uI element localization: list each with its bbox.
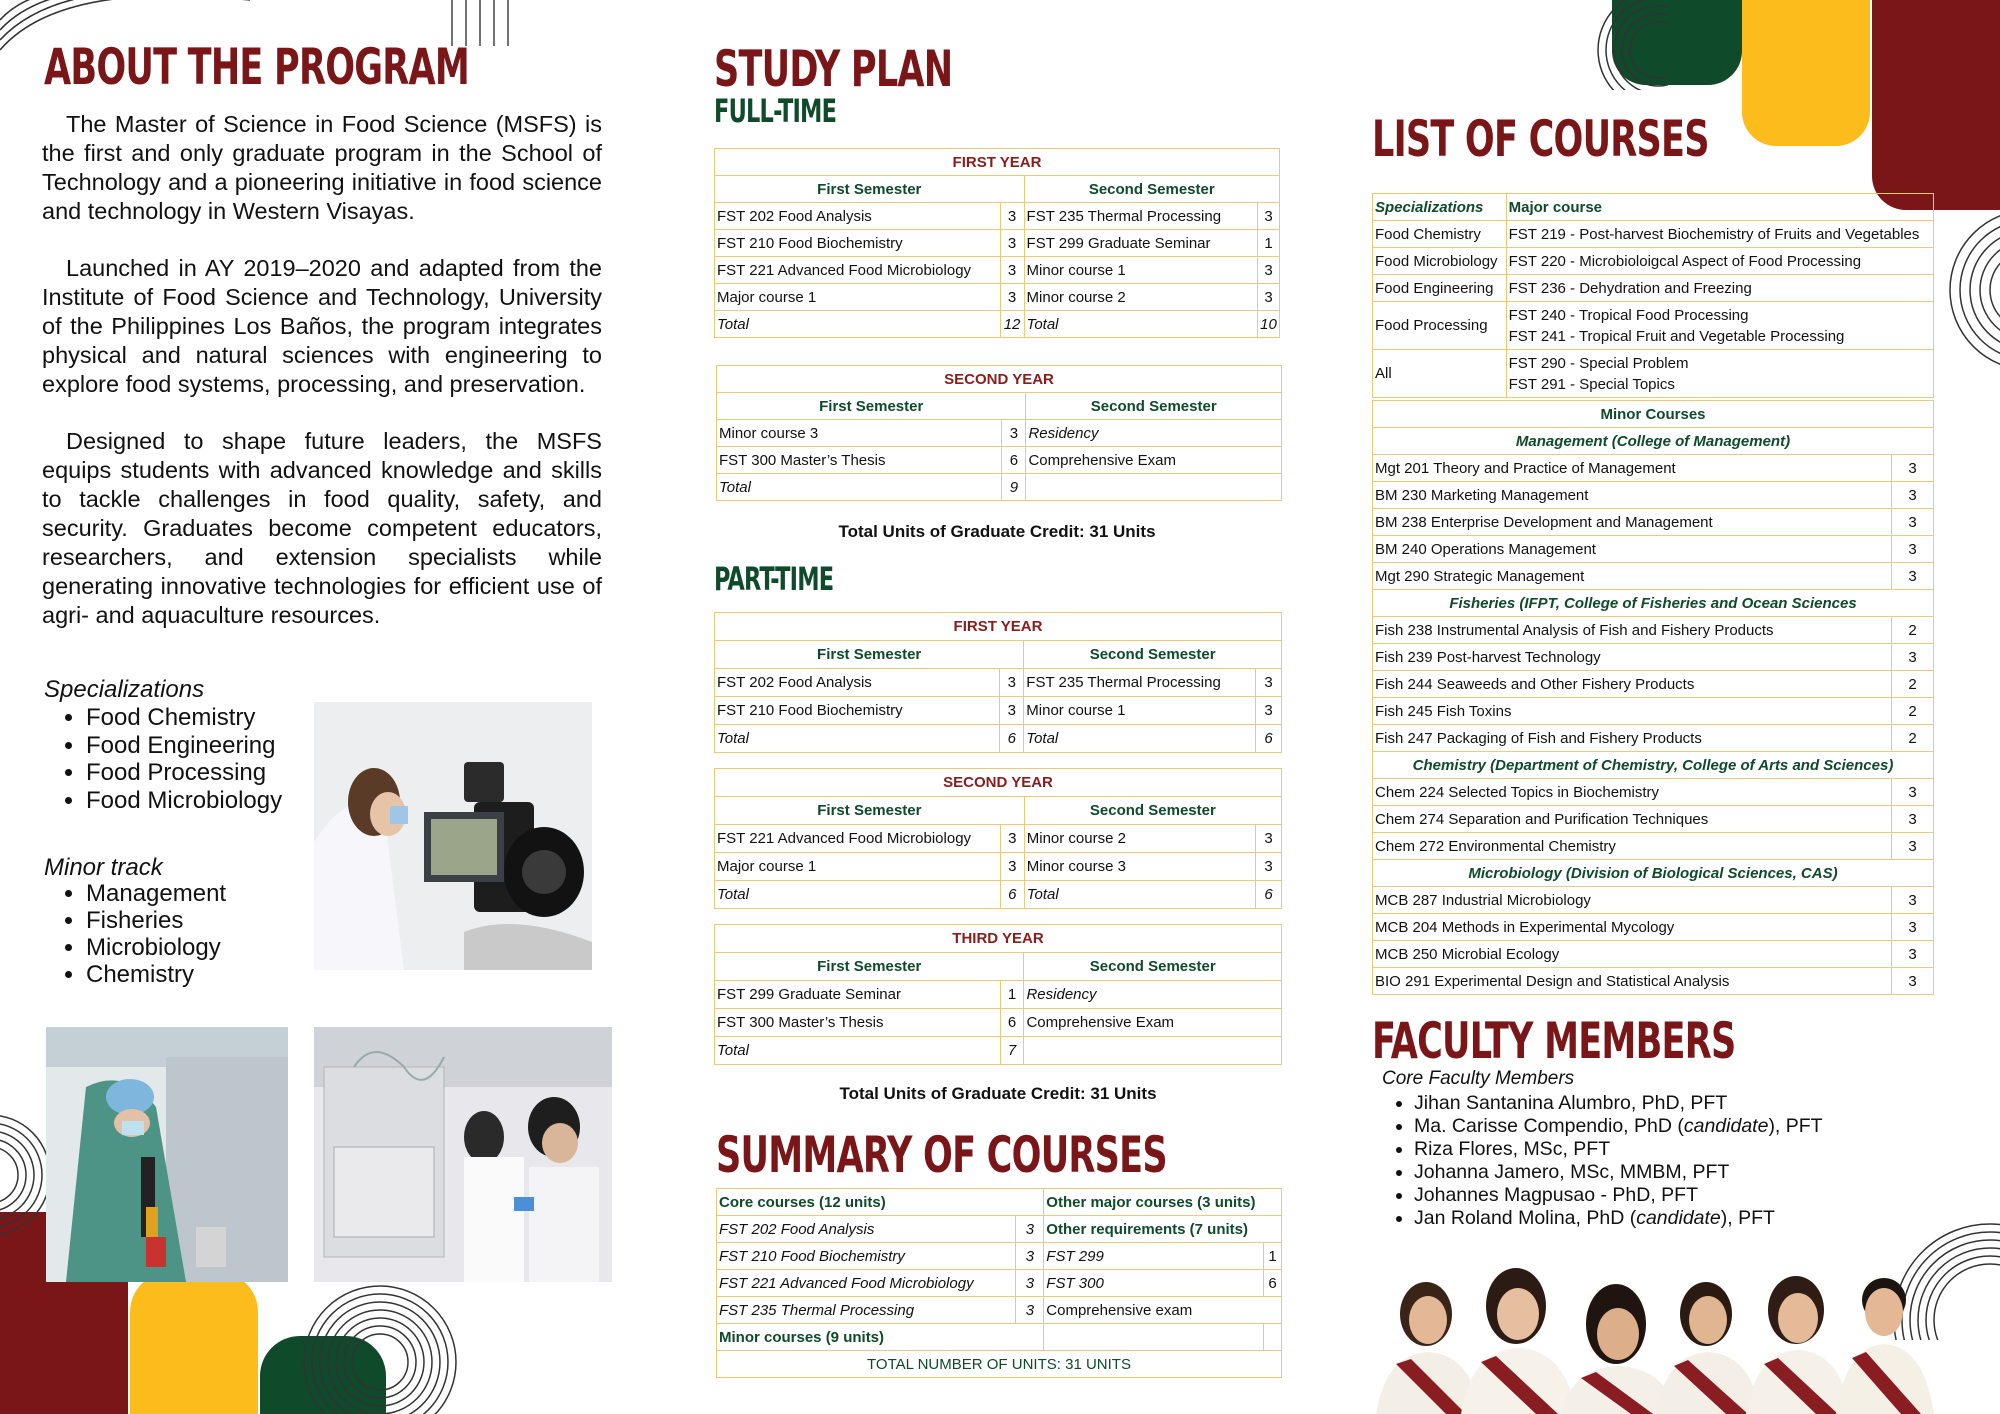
fulltime-first-year-table	[714, 148, 1280, 338]
table-cell: Fish 245 Fish Toxins	[1373, 698, 1892, 725]
decor-concentric-arcs-right	[1940, 200, 2000, 380]
table-cell: Minor course 3	[1024, 853, 1255, 881]
table-row	[715, 881, 1282, 909]
table-cell: MCB 250 Microbial Ecology	[1373, 941, 1892, 968]
table-cell: 3	[1000, 853, 1024, 881]
table-cell: Total	[717, 474, 1002, 501]
table-cell: Total	[715, 881, 1001, 909]
table-cell: Minor course 1	[1024, 257, 1257, 284]
minor-courses-table	[1372, 400, 1934, 995]
table-cell: Total	[1024, 881, 1255, 909]
table-cell: FST 221 Advanced Food Microbiology	[717, 1270, 1016, 1297]
faculty-name: Riza Flores, MSc, PFT	[1414, 1138, 1611, 1160]
table-cell: 1	[1264, 1243, 1282, 1270]
table-cell: 3	[1892, 941, 1934, 968]
table-cell: Total	[715, 725, 1000, 753]
about-paragraph-1: The Master of Science in Food Science (MSFS) is the first and only graduate program in the School of Technology and a pioneering initiative in food science and technology in Western Visayas.	[42, 111, 602, 224]
decor-maroon-block-top	[1872, 0, 2000, 210]
sem-header: Second Semester	[1024, 176, 1279, 203]
list-item: • Food Processing	[86, 759, 282, 787]
table-row	[715, 203, 1280, 230]
table-cell: 3	[1892, 779, 1934, 806]
table-row	[1373, 590, 1934, 617]
table-row	[1373, 563, 1934, 590]
table-cell: 1	[1257, 230, 1279, 257]
photo-biosafety-cabinet	[46, 1027, 288, 1282]
table-cell: FST 235 Thermal Processing	[717, 1297, 1016, 1324]
table-row	[1373, 302, 1934, 350]
table-cell: FST 300 Master’s Thesis	[717, 447, 1002, 474]
table-cell: MCB 287 Industrial Microbiology	[1373, 887, 1892, 914]
table-row	[1373, 968, 1934, 995]
table-cell: 2	[1892, 725, 1934, 752]
minor-group-title: Chemistry (Department of Chemistry, College of Arts and Sciences)	[1373, 752, 1934, 779]
list-item: • Food Engineering	[86, 732, 282, 760]
table-row	[1373, 221, 1934, 248]
table-cell: Minor course 2	[1024, 284, 1257, 311]
part-time-label: PART-TIME	[714, 560, 834, 598]
table-cell: 3	[1892, 563, 1934, 590]
specializations-list	[44, 704, 282, 814]
table-cell: 3	[1000, 257, 1024, 284]
course-line: FST 241 - Tropical Fruit and Vegetable Processing	[1508, 327, 1845, 345]
table-cell: FST 235 Thermal Processing	[1024, 669, 1256, 697]
faculty-label: Core Faculty Members	[1382, 1068, 1575, 1089]
table-row	[1373, 536, 1934, 563]
table-cell: Fish 247 Packaging of Fish and Fishery Products	[1373, 725, 1892, 752]
table-row	[717, 1216, 1282, 1243]
table-row	[715, 1037, 1282, 1065]
faculty-note: candidate	[1683, 1115, 1769, 1137]
table-cell: 2	[1892, 671, 1934, 698]
table-cell: 6	[1000, 725, 1024, 753]
table-row	[717, 1297, 1282, 1324]
photo-instrument-lab	[314, 1027, 612, 1282]
list-item: • Management	[86, 880, 226, 907]
minor-group-title: Management (College of Management)	[1373, 428, 1934, 455]
table-cell: 12	[1000, 311, 1024, 338]
table-row	[1373, 455, 1934, 482]
table-row	[1373, 401, 1934, 428]
table-cell: Chem 224 Selected Topics in Biochemistry	[1373, 779, 1892, 806]
specializations-label: Specializations	[44, 676, 205, 703]
sem-header: First Semester	[715, 641, 1024, 669]
table-row	[717, 1189, 1282, 1216]
table-cell: 3	[1000, 669, 1024, 697]
table-row	[715, 825, 1282, 853]
summary-minor-header: Minor courses (9 units)	[717, 1324, 1044, 1351]
table-cell: 3	[1892, 644, 1934, 671]
table-cell: Mgt 290 Strategic Management	[1373, 563, 1892, 590]
summary-core-header: Core courses (12 units)	[717, 1189, 1044, 1216]
list-item	[1414, 1138, 1823, 1161]
major-courses-table	[1372, 193, 1934, 398]
minor-group-title: Fisheries (IFPT, College of Fisheries and Ocean Sciences	[1373, 590, 1934, 617]
table-cell: Total	[715, 311, 1001, 338]
table-cell: 1	[1000, 981, 1024, 1009]
table-cell: 3	[1000, 230, 1024, 257]
table-row	[715, 981, 1282, 1009]
list-item: • Food Microbiology	[86, 787, 282, 815]
table-cell: 10	[1257, 311, 1279, 338]
study-plan-heading: STUDY PLAN	[714, 40, 953, 98]
table-cell: Food Chemistry	[1373, 221, 1507, 248]
table-cell: BM 240 Operations Management	[1373, 536, 1892, 563]
table-row	[715, 669, 1282, 697]
table-cell: FST 202 Food Analysis	[715, 669, 1000, 697]
table-cell: 2	[1892, 698, 1934, 725]
table-cell: Fish 239 Post-harvest Technology	[1373, 644, 1892, 671]
table-cell	[1026, 474, 1282, 501]
major-header: Major course	[1506, 194, 1933, 221]
table-cell: FST 299	[1044, 1243, 1264, 1270]
table-cell: Fish 244 Seaweeds and Other Fishery Products	[1373, 671, 1892, 698]
faculty-list	[1372, 1092, 1823, 1230]
table-cell: Comprehensive Exam	[1026, 447, 1282, 474]
year-title: SECOND YEAR	[717, 366, 1282, 393]
minor-track-list	[44, 880, 226, 988]
minor-group-title: Microbiology (Division of Biological Sciences, CAS)	[1373, 860, 1934, 887]
year-title: THIRD YEAR	[715, 925, 1282, 953]
table-row	[715, 725, 1282, 753]
table-cell: 6	[1000, 1009, 1024, 1037]
table-row	[1373, 350, 1934, 398]
table-row	[1373, 509, 1934, 536]
list-item	[1414, 1092, 1823, 1115]
faculty-name: Jan Roland Molina, PhD (	[1414, 1207, 1637, 1229]
table-row	[1373, 941, 1934, 968]
table-row	[1373, 725, 1934, 752]
table-cell: 3	[1016, 1297, 1044, 1324]
about-text	[42, 110, 602, 630]
table-cell: Minor course 2	[1024, 825, 1255, 853]
list-of-courses-heading: LIST OF COURSES	[1372, 110, 1709, 168]
parttime-first-year-table	[714, 612, 1282, 753]
about-heading: ABOUT THE PROGRAM	[44, 38, 470, 96]
table-cell: 3	[1892, 914, 1934, 941]
table-cell: 3	[1016, 1270, 1044, 1297]
table-cell: FST 299 Graduate Seminar	[715, 981, 1001, 1009]
table-row	[715, 284, 1280, 311]
table-row	[1373, 752, 1934, 779]
table-cell: 3	[1257, 203, 1279, 230]
table-cell: 3	[1256, 853, 1282, 881]
summary-other-req-header: Other requirements (7 units)	[1044, 1216, 1282, 1243]
table-cell: 3	[1257, 284, 1279, 311]
table-cell: 3	[1257, 257, 1279, 284]
table-row	[1373, 482, 1934, 509]
faculty-suffix: ), PFT	[1768, 1115, 1823, 1137]
table-row	[717, 420, 1282, 447]
list-item: • Microbiology	[86, 934, 226, 961]
table-cell	[1044, 1324, 1264, 1351]
summary-total: TOTAL NUMBER OF UNITS: 31 UNITS	[717, 1351, 1282, 1378]
table-cell: 2	[1892, 617, 1934, 644]
table-cell: Major course 1	[715, 853, 1001, 881]
minor-courses-header: Minor Courses	[1373, 401, 1934, 428]
sem-header: First Semester	[715, 953, 1024, 981]
parttime-second-year-table	[714, 768, 1282, 909]
table-cell: MCB 204 Methods in Experimental Mycology	[1373, 914, 1892, 941]
summary-heading: SUMMARY OF COURSES	[716, 1126, 1167, 1184]
full-time-label: FULL-TIME	[714, 92, 837, 130]
course-line: FST 290 - Special Problem	[1508, 354, 1689, 372]
sem-header: Second Semester	[1026, 393, 1282, 420]
table-cell: Fish 238 Instrumental Analysis of Fish and Fishery Products	[1373, 617, 1892, 644]
sem-header: Second Semester	[1024, 641, 1282, 669]
table-row	[717, 447, 1282, 474]
table-row	[715, 853, 1282, 881]
table-cell: 9	[1002, 474, 1026, 501]
sem-header: First Semester	[715, 797, 1025, 825]
table-cell: BM 238 Enterprise Development and Management	[1373, 509, 1892, 536]
fulltime-second-year-table	[716, 365, 1282, 501]
table-cell: Total	[715, 1037, 1001, 1065]
minor-track-label: Minor track	[44, 854, 163, 881]
list-item: • Chemistry	[86, 961, 226, 988]
faculty-name: Johannes Magpusao - PhD, PFT	[1414, 1184, 1698, 1206]
table-cell: 7	[1000, 1037, 1024, 1065]
table-cell: 3	[1892, 833, 1934, 860]
about-paragraph-2: Launched in AY 2019–2020 and adapted from the Institute of Food Science and Technology, University of the Philippines Los Baños, the program integrates physical and natural sciences with engineering to explore food systems, processing, and preservation.	[42, 255, 602, 397]
parttime-total-units: Total Units of Graduate Credit: 31 Units	[839, 1084, 1157, 1103]
list-item	[1414, 1184, 1823, 1207]
table-cell: Mgt 201 Theory and Practice of Management	[1373, 455, 1892, 482]
decor-gold-block-top	[1742, 0, 1870, 146]
table-cell: 3	[1000, 284, 1024, 311]
table-cell: FST 220 - Microbioloigcal Aspect of Food Processing	[1506, 248, 1933, 275]
list-item: • Food Chemistry	[86, 704, 282, 732]
table-row	[715, 257, 1280, 284]
table-cell: FST 221 Advanced Food Microbiology	[715, 825, 1001, 853]
table-cell: Chem 272 Environmental Chemistry	[1373, 833, 1892, 860]
table-row	[717, 1270, 1282, 1297]
table-cell: 3	[1256, 697, 1282, 725]
table-cell: 3	[1016, 1216, 1044, 1243]
decor-concentric-arcs-top-right	[1548, 0, 1668, 90]
table-cell: FST 300 Master’s Thesis	[715, 1009, 1001, 1037]
table-cell: 3	[1256, 669, 1282, 697]
table-row	[1373, 833, 1934, 860]
table-cell: 6	[1256, 881, 1282, 909]
table-cell: Food Processing	[1373, 302, 1507, 350]
table-cell: FST 219 - Post-harvest Biochemistry of Fruits and Vegetables	[1506, 221, 1933, 248]
table-row	[715, 311, 1280, 338]
table-cell: 3	[1002, 420, 1026, 447]
table-cell: FST 202 Food Analysis	[717, 1216, 1016, 1243]
table-cell: FST 210 Food Biochemistry	[717, 1243, 1016, 1270]
table-row	[1373, 914, 1934, 941]
year-title: SECOND YEAR	[715, 769, 1282, 797]
table-cell	[1024, 1037, 1282, 1065]
table-cell: 3	[1892, 887, 1934, 914]
table-cell	[1506, 302, 1933, 350]
table-row	[1373, 887, 1934, 914]
course-line: FST 240 - Tropical Food Processing	[1508, 306, 1749, 324]
faculty-name: Ma. Carisse Compendio, PhD (	[1414, 1115, 1684, 1137]
table-row	[715, 697, 1282, 725]
table-cell: FST 221 Advanced Food Microbiology	[715, 257, 1001, 284]
table-cell: 3	[1000, 825, 1024, 853]
sem-header: Second Semester	[1024, 797, 1281, 825]
course-line: FST 291 - Special Topics	[1508, 375, 1675, 393]
summary-table	[716, 1188, 1282, 1378]
table-row	[715, 230, 1280, 257]
table-cell: 3	[1000, 203, 1024, 230]
table-row	[1373, 779, 1934, 806]
table-cell: BM 230 Marketing Management	[1373, 482, 1892, 509]
parttime-third-year-table	[714, 924, 1282, 1065]
table-row	[1373, 671, 1934, 698]
table-cell: Minor course 1	[1024, 697, 1256, 725]
sem-header: First Semester	[715, 176, 1025, 203]
table-cell: 3	[1892, 482, 1934, 509]
year-title: FIRST YEAR	[715, 613, 1282, 641]
table-cell: Comprehensive exam	[1044, 1297, 1282, 1324]
photo-faculty-group	[1376, 1254, 1934, 1414]
list-item: • Fisheries	[86, 907, 226, 934]
table-cell: FST 210 Food Biochemistry	[715, 230, 1001, 257]
photo-microscope	[314, 702, 592, 970]
table-cell: Food Engineering	[1373, 275, 1507, 302]
table-cell: BIO 291 Experimental Design and Statistical Analysis	[1373, 968, 1892, 995]
faculty-name: Johanna Jamero, MSc, MMBM, PFT	[1414, 1161, 1730, 1183]
table-cell: Comprehensive Exam	[1024, 1009, 1282, 1037]
list-item	[1414, 1207, 1823, 1230]
table-row	[717, 474, 1282, 501]
table-row	[717, 1351, 1282, 1378]
table-cell: 3	[1016, 1243, 1044, 1270]
table-cell: Residency	[1024, 981, 1282, 1009]
list-item	[1414, 1115, 1823, 1138]
fulltime-total-units: Total Units of Graduate Credit: 31 Units	[838, 522, 1156, 541]
sem-header: First Semester	[717, 393, 1026, 420]
table-cell: 3	[1892, 509, 1934, 536]
summary-other-major-header: Other major courses (3 units)	[1044, 1189, 1282, 1216]
table-row	[1373, 428, 1934, 455]
faculty-suffix: ), PFT	[1720, 1207, 1775, 1229]
about-paragraph-3: Designed to shape future leaders, the MSFS equips students with advanced knowledge and skills to tackle challenges in food quality, safety, and security. Graduates become competent educators, researchers, and extension specialists while generating innovative technologies for efficient use of agri- and aquaculture resources.	[42, 428, 602, 628]
decor-gold-block-bottom	[130, 1272, 258, 1414]
table-row	[1373, 860, 1934, 887]
table-cell: Chem 274 Separation and Purification Techniques	[1373, 806, 1892, 833]
table-cell: FST 299 Graduate Seminar	[1024, 230, 1257, 257]
list-item	[1414, 1161, 1823, 1184]
decor-concentric-circles-bottom	[300, 1282, 460, 1414]
table-cell: Major course 1	[715, 284, 1001, 311]
table-cell	[1264, 1324, 1282, 1351]
table-row	[1373, 698, 1934, 725]
table-row	[1373, 248, 1934, 275]
table-cell: All	[1373, 350, 1507, 398]
table-cell: 3	[1000, 697, 1024, 725]
table-row	[1373, 806, 1934, 833]
table-row	[1373, 617, 1934, 644]
table-cell	[1506, 350, 1933, 398]
table-row	[1373, 275, 1934, 302]
table-cell: FST 202 Food Analysis	[715, 203, 1001, 230]
table-cell: 3	[1892, 806, 1934, 833]
table-cell: 6	[1002, 447, 1026, 474]
faculty-note: candidate	[1636, 1207, 1721, 1229]
faculty-heading: FACULTY MEMBERS	[1372, 1012, 1736, 1070]
year-title: FIRST YEAR	[715, 149, 1280, 176]
table-cell: Food Microbiology	[1373, 248, 1507, 275]
table-cell: FST 235 Thermal Processing	[1024, 203, 1257, 230]
table-cell: 6	[1000, 881, 1024, 909]
table-row	[1373, 194, 1934, 221]
table-cell: 6	[1256, 725, 1282, 753]
table-row	[717, 1324, 1282, 1351]
spec-header: Specializations	[1373, 194, 1507, 221]
table-cell: 3	[1892, 536, 1934, 563]
table-cell: Residency	[1026, 420, 1282, 447]
faculty-name: Jihan Santanina Alumbro, PhD, PFT	[1414, 1092, 1728, 1114]
table-cell: 3	[1256, 825, 1282, 853]
table-cell: FST 236 - Dehydration and Freezing	[1506, 275, 1933, 302]
table-cell: Total	[1024, 311, 1257, 338]
table-row	[717, 1243, 1282, 1270]
table-cell: FST 300	[1044, 1270, 1264, 1297]
table-cell: Total	[1024, 725, 1256, 753]
table-cell: 6	[1264, 1270, 1282, 1297]
table-row	[715, 1009, 1282, 1037]
sem-header: Second Semester	[1024, 953, 1282, 981]
table-cell: 3	[1892, 455, 1934, 482]
table-cell: FST 210 Food Biochemistry	[715, 697, 1000, 725]
table-row	[1373, 644, 1934, 671]
table-cell: 3	[1892, 968, 1934, 995]
table-cell: Minor course 3	[717, 420, 1002, 447]
